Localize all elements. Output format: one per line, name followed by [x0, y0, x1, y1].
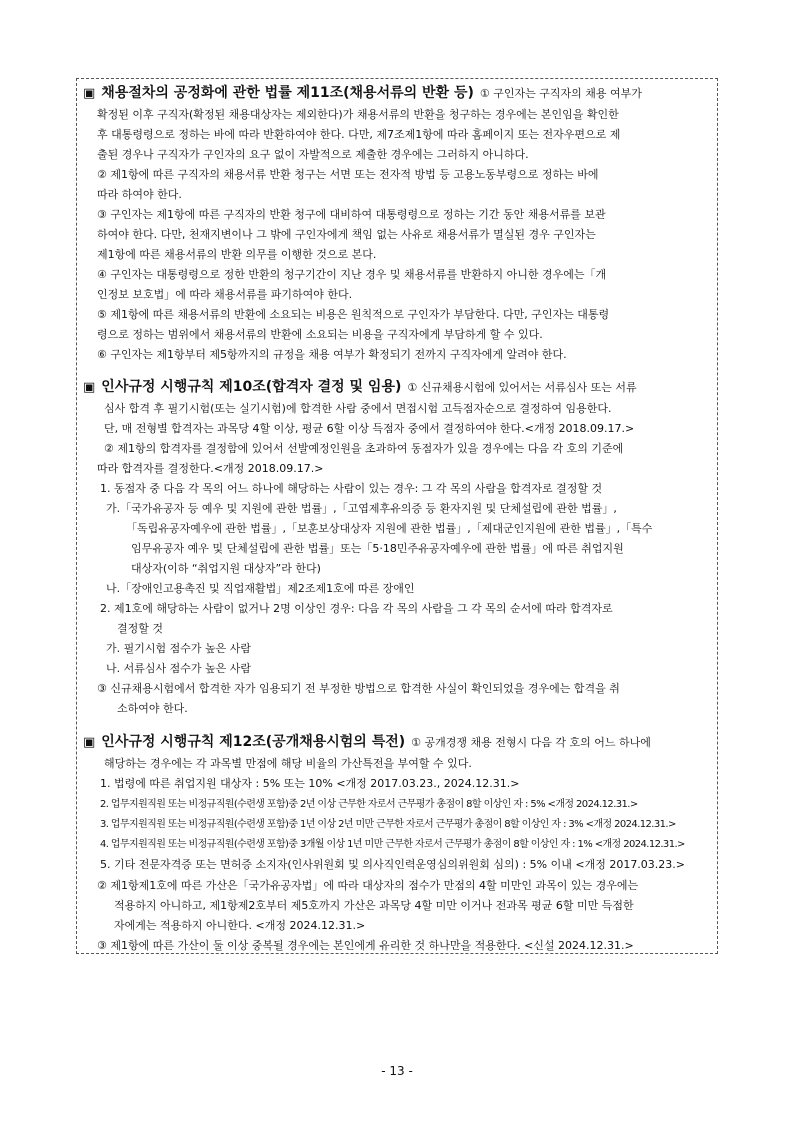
- section-2-line: ① 신규채용시험에 있어서는 서류심사 또는 서류: [407, 381, 637, 394]
- section-3-line: ② 제1항제1호에 따른 가산은「국가유공자법」에 따라 대상자의 점수가 만점의 4할 미만인 과목이 있는 경우에는: [97, 879, 639, 892]
- section-3-line: 3. 업무지원직원 또는 비정규직원(수련생 포함)중 1년 이상 2년 미만 근무한 자로서 근무평가 총점이 8할 이상인 자 : 3% <개정 2024.12.31.>: [100, 819, 676, 830]
- section-2-title: 인사규정 시행규칙 제10조(합격자 결정 및 임용): [101, 379, 402, 395]
- section-3-line: 5. 기타 전문자격증 또는 면허증 소지자(인사위원회 및 의사직인력운영심의위원회 심의) : 5% 이내 <개정 2017.03.23.>: [100, 858, 686, 871]
- section-1-line: ⑤ 제1항에 따른 채용서류의 반환에 소요되는 비용은 원칙적으로 구인자가 부담한다. 다만, 구인자는 대통령: [97, 308, 610, 321]
- section-2-line: 가.「국가유공자 등 예우 및 지원에 관한 법률」,「고엽제후유의증 등 환자지원 및 단체설립에 관한 법률」,: [106, 502, 617, 515]
- square-bullet-icon: ▣: [83, 380, 96, 395]
- section-1-line: 하여야 한다. 다만, 천재지변이나 그 밖에 구인자에게 책임 없는 사유로 채용서류가 멸실된 경우 구인자는: [97, 228, 596, 241]
- section-1-title: 채용절차의 공정화에 관한 법률 제11조(채용서류의 반환 등): [101, 85, 474, 101]
- section-2-line: 나.「장애인고용촉진 및 직업재활법」제2조제1호에 따른 장애인: [106, 582, 415, 595]
- section-3-line: 자에게는 적용하지 아니한다. <개정 2024.12.31.>: [114, 919, 366, 932]
- section-1-line: 후 대통령령으로 정하는 바에 따라 반환하여야 한다. 다만, 제7조제1항에 따라 홈페이지 또는 전자우편으로 제: [97, 128, 621, 141]
- section-2-line: 가. 필기시험 점수가 높은 사람: [106, 642, 251, 655]
- section-2-line: ③ 신규채용시험에서 합격한 자가 임용되기 전 부정한 방법으로 합격한 사실이 확인되었을 경우에는 합격을 취: [97, 682, 620, 695]
- section-1-line: ④ 구인자는 대통령령으로 정한 반환의 청구기간이 지난 경우 및 채용서류를 반환하지 아니한 경우에는「개: [97, 268, 607, 281]
- section-3-title: 인사규정 시행규칙 제12조(공개채용시험의 특전): [101, 734, 406, 750]
- section-1-line: 출된 경우나 구직자가 구인자의 요구 없이 자발적으로 제출한 경우에는 그러하지 아니하다.: [97, 148, 529, 161]
- section-3-heading: [83, 735, 651, 750]
- section-3-line: 적용하지 아니하고, 제1항제2호부터 제5호까지 가산은 과목당 4할 미만 이거나 전과목 평균 6할 미만 득점한: [114, 899, 634, 912]
- square-bullet-icon: ▣: [83, 86, 96, 101]
- section-2-line: 「독립유공자예우에 관한 법률」,「보훈보상대상자 지원에 관한 법률」,「제대군인지원에 관한 법률」,「특수: [126, 522, 653, 535]
- section-1-line: 령으로 정하는 범위에서 채용서류의 반환에 소요되는 비용을 구직자에게 부담하게 할 수 있다.: [97, 328, 543, 341]
- section-1-line: ② 제1항에 따른 구직자의 채용서류 반환 청구는 서면 또는 전자적 방법 등 고용노동부령으로 정하는 바에: [97, 168, 599, 181]
- section-2-line: 임무유공자 예우 및 단체설립에 관한 법률」또는「5·18민주유공자예우에 관한 법률」에 따른 취업지원: [131, 542, 624, 555]
- section-2-line: 대상자(이하 “취업지원 대상자”라 한다): [131, 562, 321, 575]
- section-3-line: ③ 제1항에 따른 가산이 둘 이상 중복될 경우에는 본인에게 유리한 것 하나만을 적용한다. <신설 2024.12.31.>: [97, 939, 634, 952]
- section-1-line: 인정보 보호법」에 따라 채용서류를 파기하여야 한다.: [97, 288, 353, 301]
- page-number: - 13 -: [381, 1064, 413, 1078]
- section-2-line: 소하여야 한다.: [117, 702, 188, 715]
- section-1-line: 제1항에 따른 채용서류의 반환 의무를 이행한 것으로 본다.: [97, 248, 377, 261]
- section-1-line: ③ 구인자는 제1항에 따른 구직자의 반환 청구에 대비하여 대통령령으로 정하는 기간 동안 채용서류를 보관: [97, 208, 606, 221]
- section-1-line: 따라 하여야 한다.: [97, 188, 182, 201]
- section-2-line: 1. 동점자 중 다음 각 목의 어느 하나에 해당하는 사람이 있는 경우: 그 각 목의 사람을 합격자로 결정할 것: [100, 482, 603, 495]
- square-bullet-icon: ▣: [83, 735, 96, 750]
- section-3-line: 1. 법령에 따른 취업지원 대상자 : 5% 또는 10% <개정 2017.03.23., 2024.12.31.>: [100, 777, 520, 790]
- section-3-line: 해당하는 경우에는 각 과목별 만점에 해당 비율의 가산특전을 부여할 수 있다.: [104, 757, 472, 770]
- section-1-line: 확정된 이후 구직자(확정된 채용대상자는 제외한다)가 채용서류의 반환을 청구하는 경우에는 본인임을 확인한: [97, 108, 619, 121]
- section-2-line: ② 제1항의 합격자를 결정함에 있어서 선발예정인원을 초과하여 동점자가 있을 경우에는 다음 각 호의 기준에: [104, 442, 624, 455]
- section-1-line: ① 구인자는 구직자의 채용 여부가: [479, 87, 642, 100]
- section-3-line: 2. 업무지원직원 또는 비정규직원(수련생 포함)중 2년 이상 근무한 자로서 근무평가 총점이 8할 이상인 자 : 5% <개정 2024.12.31.>: [100, 799, 638, 810]
- section-2-heading: [83, 380, 637, 395]
- section-2-line: 단, 매 전형별 합격자는 과목당 4할 이상, 평균 6할 이상 득점자 중에서 결정하여야 한다.<개정 2018.09.17.>: [104, 422, 635, 435]
- section-2-line: 2. 제1호에 해당하는 사람이 없거나 2명 이상인 경우: 다음 각 목의 사람을 그 각 목의 순서에 따라 합격자로: [100, 602, 613, 615]
- section-2-line: 나. 서류심사 점수가 높은 사람: [106, 662, 251, 675]
- section-2-line: 결정할 것: [117, 622, 164, 635]
- section-1-heading: [83, 86, 642, 101]
- section-2-line: 따라 합격자를 결정한다.<개정 2018.09.17.>: [97, 462, 324, 475]
- section-3-line: ① 공개경쟁 채용 전형시 다음 각 호의 어느 하나에: [411, 736, 651, 749]
- section-1-line: ⑥ 구인자는 제1항부터 제5항까지의 규정을 채용 여부가 확정되기 전까지 구직자에게 알려야 한다.: [97, 348, 567, 361]
- section-3-line: 4. 업무지원직원 또는 비정규직원(수련생 포함)중 3개월 이상 1년 미만 근무한 자로서 근무평가 총점이 8할 이상인 자 : 1% <개정 2024.12.31.>: [100, 839, 685, 850]
- section-2-line: 심사 합격 후 필기시험(또는 실기시험)에 합격한 사람 중에서 면접시험 고득점자순으로 결정하여 임용한다.: [104, 402, 612, 415]
